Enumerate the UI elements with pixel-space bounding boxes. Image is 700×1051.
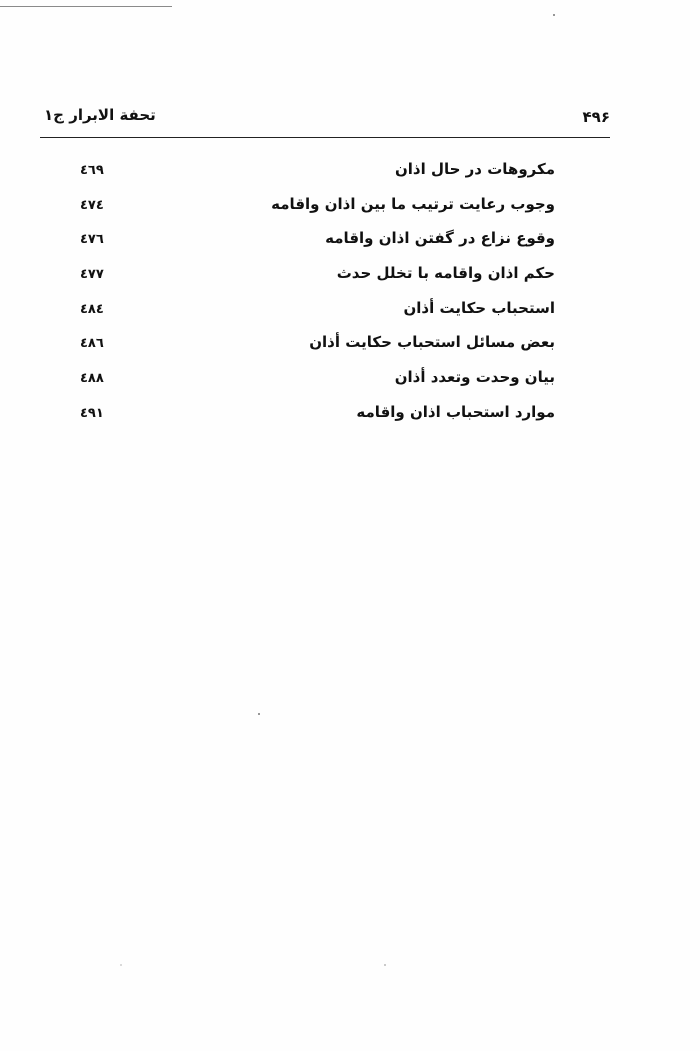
- toc-entry: [80, 225, 555, 260]
- scan-speck: [120, 964, 122, 966]
- scan-speck: [384, 964, 386, 966]
- toc-entry-page: ٤٧٧: [80, 267, 104, 283]
- toc-entry-page: ٤٦٩: [80, 163, 104, 178]
- toc-entry: [80, 191, 555, 226]
- toc-entry-title: استحباب حکایت أذان: [403, 298, 555, 317]
- toc-entry: [80, 364, 555, 399]
- toc-entry-page: ٤٩١: [80, 405, 104, 421]
- toc-entry: [80, 329, 555, 364]
- running-title: تحفة الابرار ج۱: [44, 106, 156, 124]
- toc-entry-page: ٤٨٨: [80, 371, 104, 387]
- scan-speck: [258, 713, 260, 715]
- toc-entry-title: موارد استحباب اذان واقامه: [356, 402, 555, 421]
- page-number: ۴۹۶: [582, 108, 610, 126]
- toc-entry-page: ٤٨٦: [80, 336, 104, 352]
- toc-entry-page: ٤٧٦: [80, 232, 104, 248]
- toc-entry-page: ٤٨٤: [80, 301, 104, 317]
- toc-entry: [80, 295, 555, 330]
- table-of-contents: [80, 156, 555, 434]
- header-rule: [40, 137, 610, 138]
- scan-edge-line: [0, 6, 172, 7]
- toc-entry: [80, 260, 555, 295]
- page-header: [40, 104, 610, 138]
- toc-entry-title: وقوع نزاع در گفتن اذان واقامه: [325, 229, 555, 248]
- toc-entry-page: ٤٧٤: [80, 197, 104, 213]
- toc-entry-title: بیان وحدت وتعدد أذان: [394, 368, 555, 387]
- toc-entry-title: بعض مسائل استحباب حکایت أذان: [309, 333, 555, 352]
- scan-speck: [553, 14, 555, 16]
- toc-entry-title: مکروهات در حال اذان: [394, 160, 555, 178]
- toc-entry-title: حکم اذان واقامه با تخلل حدث: [336, 264, 555, 283]
- toc-entry: [80, 399, 555, 434]
- toc-entry: [80, 156, 555, 191]
- toc-entry-title: وجوب رعایت ترتیب ما بین اذان واقامه: [271, 194, 555, 213]
